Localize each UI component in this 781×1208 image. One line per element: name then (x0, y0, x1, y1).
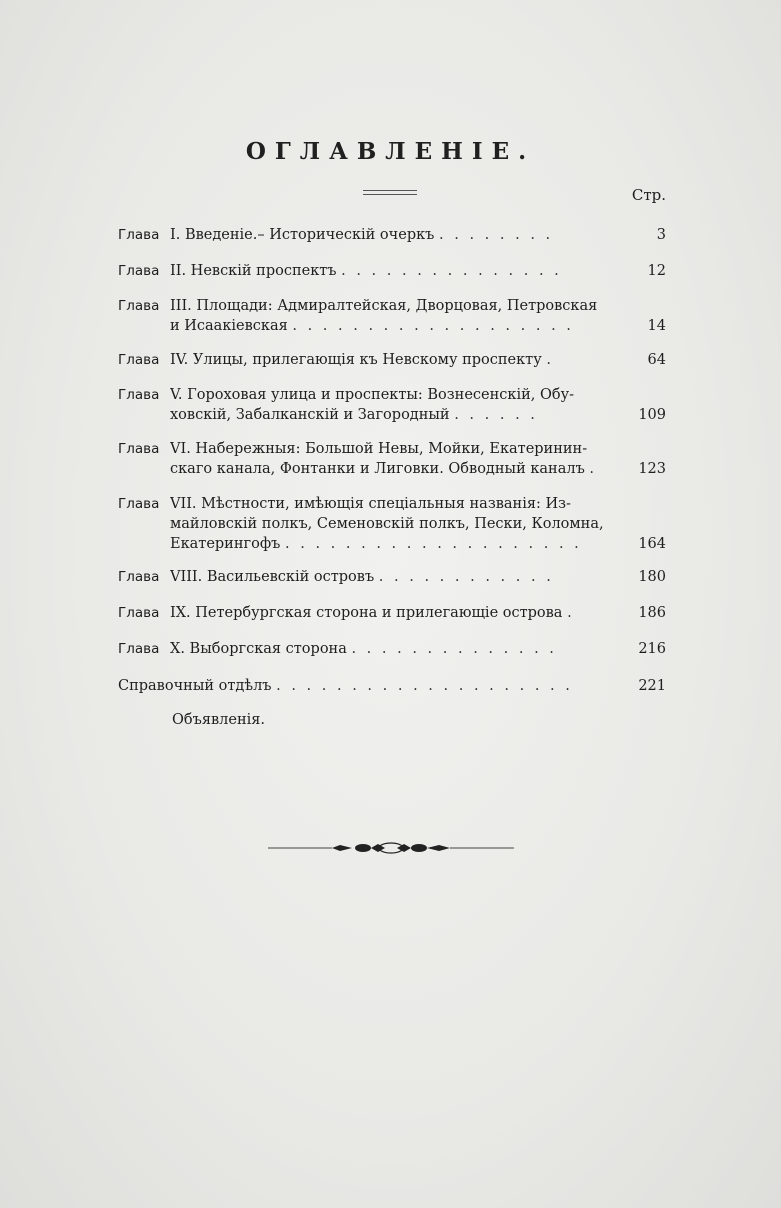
entry-text: VII. Мѣстности, имѣющія спеціальныя названія: Из- (170, 496, 571, 512)
leader-dots: . . . . . . . . . . . . . . . (341, 263, 562, 279)
entry-page: 12 (647, 263, 666, 279)
leader-dots: . . . . . . . . . . . . . . . . . . . . (276, 678, 573, 694)
entry-label: Глава (118, 441, 160, 457)
entry-text: IX. Петербургская сторона и прилегающіе острова (170, 605, 563, 621)
entry-page: 123 (638, 461, 666, 477)
entry-text: VI. Набережныя: Большой Невы, Мойки, Екатеринин- (170, 441, 588, 457)
leader-dots: . . . . . . . . . . . . (378, 569, 554, 585)
entry-page: 3 (656, 227, 666, 243)
entry-label: Глава (118, 641, 160, 657)
entry-text: II. Невскій проспектъ (170, 263, 337, 279)
entry-label: Глава (118, 298, 160, 314)
entry-text: VIII. Васильевскій островъ (170, 569, 375, 585)
ornament-divider-icon (268, 838, 514, 858)
entry-text: скаго канала, Фонтанки и Лиговки. Обводный каналъ (170, 461, 585, 477)
entry-page: 186 (638, 605, 666, 621)
leader-dots: . . . . . . (454, 407, 538, 423)
entry-page: 14 (647, 318, 666, 334)
leader-dots: . . . . . . . . . . . . . . (351, 641, 557, 657)
closing-entry: Объявленія. (172, 712, 266, 728)
entry-text: X. Выборгская сторона (170, 641, 347, 657)
entry-label: Глава (118, 569, 160, 585)
leader-dots: . . . . . . . . . . . . . . . . . . . (292, 318, 574, 334)
entry-text: и Исаакіевская (170, 318, 288, 334)
leader-dots: . . . . . . . . (439, 227, 554, 243)
entry-label: Глава (118, 227, 160, 243)
entry-text: I. Введеніе.– Историческій очеркъ (170, 227, 435, 243)
entry-text: Справочный отдѣлъ (118, 678, 272, 694)
entry-text: IV. Улицы, прилегающія къ Невскому проспекту (170, 352, 542, 368)
leader-dots: . . . . . . . . . . . . . . . . . . . . (285, 536, 582, 552)
entry-text: Екатерингофъ (170, 536, 281, 552)
leader-dots: . (546, 352, 554, 368)
entry-page: 221 (638, 678, 666, 694)
entry-label: Глава (118, 352, 160, 368)
page-title: ОГЛАВЛЕНІЕ. (245, 138, 536, 165)
entry-text: V. Гороховая улица и проспекты: Вознесенскій, Обу- (170, 387, 575, 403)
entry-label: Глава (118, 496, 160, 512)
title-double-rule (363, 190, 417, 195)
entry-page: 216 (638, 641, 666, 657)
page-column-header: Стр. (631, 186, 666, 204)
entry-page: 164 (638, 536, 666, 552)
entry-page: 64 (647, 352, 666, 368)
entry-label: Глава (118, 387, 160, 403)
entry-page: 180 (638, 569, 666, 585)
entry-label: Глава (118, 605, 160, 621)
entry-text: ховскій, Забалканскій и Загородный (170, 407, 450, 423)
entry-label: Глава (118, 263, 160, 279)
entry-text: майловскій полкъ, Семеновскій полкъ, Пески, Коломна, (170, 516, 604, 532)
entry-text: III. Площади: Адмиралтейская, Дворцовая, Петровская (170, 298, 598, 314)
leader-dots: . (589, 461, 598, 477)
leader-dots: . (567, 605, 575, 621)
entry-page: 109 (638, 407, 666, 423)
